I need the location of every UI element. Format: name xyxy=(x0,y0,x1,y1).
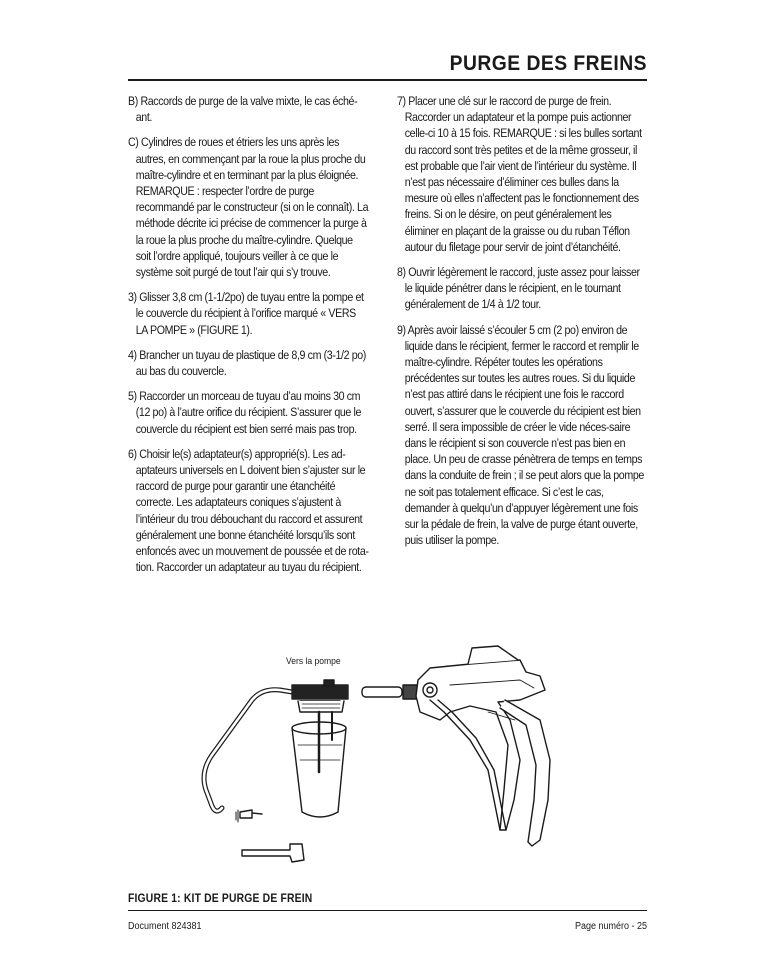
page-title: PURGE DES FREINS xyxy=(449,52,647,75)
step-6: 6) Choisir le(s) adaptateur(s) approprié(s). Les ad-aptateurs universels en L doivent bien s’ajuster sur le raccord de purge pour garantir une étanchéité correcte. Les adaptateurs coniques s’ajustent à l’intérieur du trou débouchant du raccord et assurent généralement une bonne étanchéité lorsqu’ils sont enfoncés avec un mouvement de poussée et de rota-tion. Raccorder un adaptateur au tuyau du récipient. xyxy=(128,446,369,575)
connector-tube xyxy=(362,687,402,697)
step-b: B) Raccords de purge de la valve mixte, le cas éché-ant. xyxy=(128,94,358,125)
left-column xyxy=(128,93,369,584)
step-9: 9) Après avoir laissé s’écouler 5 cm (2 po) environ de liquide dans le récipient, fermer le raccord et remplir le maître-cylindre. Répéter toutes les opérations précédentes sur toutes les autres roues. Si du liquide n’est pas attiré dans le récipient une fois le raccord ouvert, s’assurer que le couvercle du récipient est bien serré. Il sera impossible de créer le vide néces-saire dans le récipient si son couvercle n’est pas bien en place. Un peu de crasse pénètrera de temps en temps dans la conduite de frein ; il se peut alors que la pompe ne soit pas totalement efficace. Si c’est le cas, demander à quelqu’un d’appuyer légèrement une fois sur la pédale de frein, la valve de purge étant ouverte, puis utiliser la pompe. xyxy=(397,322,644,548)
l-adapter xyxy=(242,844,304,862)
step-8: 8) Ouvrir légèrement le raccord, juste assez pour laisser le liquide pénétrer dans le récipient, en le tournant généralement de 1/4 à 1/2 tour. xyxy=(397,265,640,312)
hose xyxy=(204,690,292,811)
figure-label-to-pump: Vers la pompe xyxy=(286,656,341,667)
container-lid xyxy=(292,685,348,699)
brake-bleed-kit-illustration xyxy=(128,630,647,885)
step-3: 3) Glisser 3,8 cm (1-1/2po) de tuyau entre la pompe et le couvercle du récipient à l’orifice marqué « VERS LA POMPE » (FIGURE 1). xyxy=(128,290,364,337)
title-rule xyxy=(128,79,647,81)
step-7: 7) Placer une clé sur le raccord de purge de frein. Raccorder un adaptateur et la pompe puis actionner celle-ci 10 à 15 fois. REMARQUE : si les bulles sortant du raccord sont très petites et de la même grosseur, il est probable que l’air vient de l’intérieur du système. Il n’est pas nécessaire d’éliminer ces bulles dans la mesure où elles n’affectent pas le fonctionnement des freins. Si on le désire, on peut généralement les éliminer en plaçant de la graisse ou du ruban Téflon autour du filetage pour servir de joint d’étanchéité. xyxy=(397,94,642,254)
document-number: Document 824381 xyxy=(128,921,202,932)
step-4: 4) Brancher un tuyau de plastique de 8,9 cm (3-1/2 po) au bas du couvercle. xyxy=(128,347,366,379)
step-5: 5) Raccorder un morceau de tuyau d’au moins 30 cm (12 po) à l’autre orifice du récipient. S’assurer que le couvercle du récipient est bien serré mais pas trop. xyxy=(128,389,362,436)
right-column xyxy=(397,93,648,557)
step-c: C) Cylindres de roues et étriers les uns après les autres, en commençant par la roue la plus proche du maître-cylindre et en terminant par la plus éloignée. REMARQUE : respecter l’ordre de purge recommandé par le constructeur (si on le connaît). La méthode décrite ici précise de commencer la purge à la roue la plus proche du maître-cylindre. Quelque soit l’ordre appliqué, toujours veiller à ce que le système soit purgé de tout l’air qui s’y trouve. xyxy=(128,135,369,280)
cone-adapter xyxy=(240,810,262,818)
figure-caption: FIGURE 1: KIT DE PURGE DE FREIN xyxy=(128,893,313,905)
footer-rule xyxy=(128,910,647,911)
page-number: Page numéro - 25 xyxy=(574,921,647,932)
